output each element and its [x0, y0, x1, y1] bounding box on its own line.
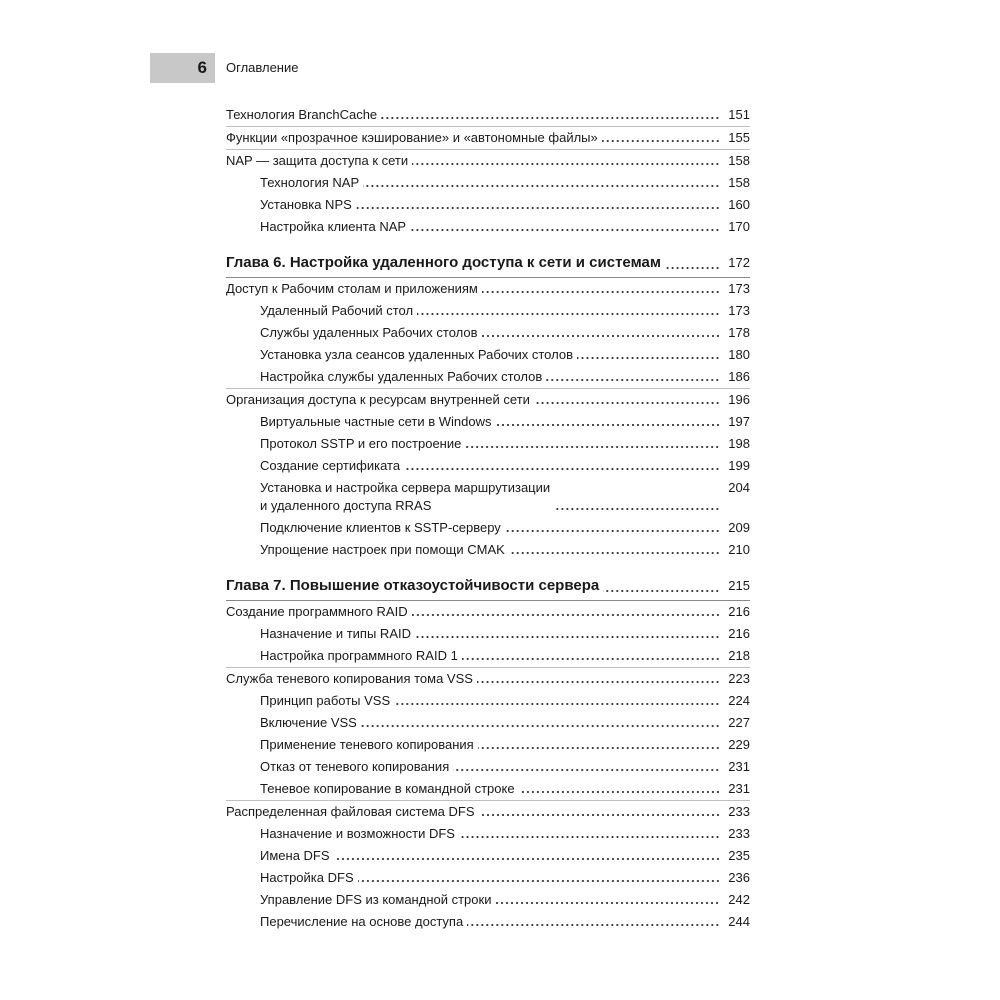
- toc-chapter-6[interactable]: [226, 250, 750, 276]
- toc-entry-title: Распределенная файловая система DFS: [226, 804, 475, 819]
- toc-entry[interactable]: [226, 194, 750, 216]
- toc-entry[interactable]: [226, 411, 750, 433]
- toc-entry-page: 229: [728, 737, 750, 752]
- dot-leader: [363, 183, 720, 189]
- dot-leader: [410, 227, 720, 233]
- page-header: [150, 53, 750, 83]
- toc-entry[interactable]: [226, 823, 750, 845]
- toc-entry-title: Протокол SSTP и его построение: [260, 436, 462, 451]
- toc-entry-page: 180: [728, 347, 750, 362]
- toc-entry[interactable]: [226, 734, 750, 756]
- toc-entry[interactable]: [226, 517, 750, 539]
- dot-leader: [412, 612, 720, 618]
- toc-entry[interactable]: [226, 322, 750, 344]
- toc-entry[interactable]: [226, 668, 750, 690]
- toc-entry-page: 196: [728, 392, 750, 407]
- toc-entry-page: 199: [728, 458, 750, 473]
- toc-entry-title: Перечисление на основе доступа: [260, 914, 464, 929]
- toc-entry-page: 160: [728, 197, 750, 212]
- toc-entry-title: Удаленный Рабочий стол: [260, 303, 414, 318]
- toc-entry-page: 197: [728, 414, 750, 429]
- dot-leader: [462, 656, 720, 662]
- toc-entry[interactable]: [226, 389, 750, 411]
- dot-leader: [381, 115, 720, 121]
- dot-leader: [358, 878, 720, 884]
- toc-entry[interactable]: [226, 539, 750, 561]
- toc-entry-page: 236: [728, 870, 750, 885]
- toc-entry-title: Включение VSS: [260, 715, 357, 730]
- dot-leader: [412, 161, 720, 167]
- dot-leader: [509, 550, 720, 556]
- toc-entry[interactable]: [226, 172, 750, 194]
- toc-entry-page: 227: [728, 715, 750, 730]
- toc-entry[interactable]: [226, 477, 750, 517]
- toc-entry[interactable]: [226, 300, 750, 322]
- dot-leader: [479, 812, 721, 818]
- dot-leader: [478, 745, 720, 751]
- toc-entry-title: Управление DFS из командной строки: [260, 892, 492, 907]
- toc-entry[interactable]: [226, 344, 750, 366]
- toc-entry[interactable]: [226, 889, 750, 911]
- toc-entry-page: 178: [728, 325, 750, 340]
- dot-leader: [554, 506, 720, 512]
- toc-entry-page: 210: [728, 542, 750, 557]
- toc-entry[interactable]: [226, 104, 750, 126]
- toc-entry[interactable]: [226, 911, 750, 933]
- dot-leader: [404, 466, 720, 472]
- dot-leader: [465, 444, 720, 450]
- toc-entry-page: 218: [728, 648, 750, 663]
- toc-entry-title: Виртуальные частные сети в Windows: [260, 414, 492, 429]
- toc-entry-title: Установка узла сеансов удаленных Рабочих столов: [260, 347, 573, 362]
- toc-entry-title: Подключение клиентов к SSTP-серверу: [260, 520, 501, 535]
- dot-leader: [361, 723, 720, 729]
- toc-entry-title: Настройка DFS: [260, 870, 354, 885]
- toc-entry-title: Технология BranchCache: [226, 107, 378, 122]
- toc-entry-title: [260, 479, 550, 515]
- toc-entry-page: 170: [728, 219, 750, 234]
- dot-leader: [356, 205, 720, 211]
- dot-leader: [467, 922, 720, 928]
- toc-entry-title: Установка NPS: [260, 197, 352, 212]
- chapter-page: 172: [728, 255, 750, 270]
- dot-leader: [334, 856, 720, 862]
- toc-entry-page: 158: [728, 153, 750, 168]
- toc-entry-title: NAP — защита доступа к сети: [226, 153, 409, 168]
- chapter-title: Глава 7. Повышение отказоустойчивости сервера: [226, 577, 600, 594]
- toc-entry[interactable]: [226, 150, 750, 172]
- toc-entry-page: 216: [728, 604, 750, 619]
- toc-entry[interactable]: [226, 601, 750, 623]
- toc-entry-title: Технология NAP: [260, 175, 360, 190]
- dot-leader: [496, 422, 721, 428]
- toc-entry[interactable]: [226, 645, 750, 667]
- toc-entry[interactable]: [226, 801, 750, 823]
- running-head-title: Оглавление: [226, 60, 299, 75]
- dot-leader: [665, 265, 720, 271]
- dot-leader: [534, 400, 720, 406]
- toc-entry-title: Назначение и типы RAID: [260, 626, 411, 641]
- dot-leader: [459, 834, 720, 840]
- dot-leader: [546, 377, 720, 383]
- toc-entry-title: Настройка программного RAID 1: [260, 648, 458, 663]
- toc-entry-page: 231: [728, 781, 750, 796]
- toc-entry-title: Назначение и возможности DFS: [260, 826, 455, 841]
- dot-leader: [453, 767, 720, 773]
- toc-entry-title: Применение теневого копирования: [260, 737, 474, 752]
- dot-leader: [602, 138, 720, 144]
- toc-entry-title: Имена DFS: [260, 848, 330, 863]
- dot-leader: [482, 289, 720, 295]
- toc-entry-page: 224: [728, 693, 750, 708]
- dot-leader: [577, 355, 720, 361]
- toc-entry-title: Службы удаленных Рабочих столов: [260, 325, 478, 340]
- toc-entry-title: Настройка службы удаленных Рабочих столов: [260, 369, 543, 384]
- dot-leader: [505, 528, 720, 534]
- toc-entry[interactable]: [226, 433, 750, 455]
- toc-entry-title: Теневое копирование в командной строке: [260, 781, 515, 796]
- page-number: 6: [150, 53, 215, 83]
- toc-entry-page: 209: [728, 520, 750, 535]
- dot-leader: [482, 333, 720, 339]
- toc-entry[interactable]: [226, 867, 750, 889]
- toc-entry-title: Доступ к Рабочим столам и приложениям: [226, 281, 478, 296]
- toc-entry-page: 151: [728, 107, 750, 122]
- toc-entry[interactable]: [226, 278, 750, 300]
- toc-entry-page: 198: [728, 436, 750, 451]
- spacer: [226, 238, 750, 250]
- toc-entry-page: 231: [728, 759, 750, 774]
- toc-entry-title: Настройка клиента NAP: [260, 219, 407, 234]
- toc-entry[interactable]: [226, 690, 750, 712]
- dot-leader: [417, 311, 720, 317]
- toc-entry[interactable]: [226, 366, 750, 388]
- toc-entry-page: 242: [728, 892, 750, 907]
- toc-entry[interactable]: [226, 778, 750, 800]
- dot-leader: [495, 900, 720, 906]
- toc-entry-title-line-1: Установка и настройка сервера маршрутизации: [260, 480, 551, 495]
- toc-entry[interactable]: [226, 216, 750, 238]
- toc-entry-title: Создание программного RAID: [226, 604, 408, 619]
- toc-entry-title: Организация доступа к ресурсам внутренней сети: [226, 392, 530, 407]
- dot-leader: [603, 588, 720, 594]
- toc-entry-title: Упрощение настроек при помощи CMAK: [260, 542, 505, 557]
- toc-entry-page: 235: [728, 848, 750, 863]
- toc-chapter-7[interactable]: [226, 573, 750, 599]
- toc-entry-page: 155: [728, 130, 750, 145]
- dot-leader: [519, 789, 720, 795]
- toc-entry-page: 173: [728, 303, 750, 318]
- toc-entry-page: 233: [728, 826, 750, 841]
- dot-leader: [477, 679, 720, 685]
- dot-leader: [415, 634, 720, 640]
- toc-entry-title: Функции «прозрачное кэширование» и «автономные файлы»: [226, 130, 598, 145]
- toc-entry[interactable]: [226, 623, 750, 645]
- toc-entry-page: 223: [728, 671, 750, 686]
- dot-leader: [394, 701, 720, 707]
- toc-entry-page: 204: [728, 480, 750, 495]
- chapter-title: Глава 6. Настройка удаленного доступа к сети и системам: [226, 254, 661, 271]
- toc-entry-page: 233: [728, 804, 750, 819]
- toc-entry-page: 216: [728, 626, 750, 641]
- toc-entry-page: 173: [728, 281, 750, 296]
- toc-entry[interactable]: [226, 845, 750, 867]
- toc-entry-title-line-2: и удаленного доступа RRAS: [260, 498, 432, 513]
- toc-entry-title: Служба теневого копирования тома VSS: [226, 671, 473, 686]
- toc-entry-page: 158: [728, 175, 750, 190]
- spacer: [226, 561, 750, 573]
- chapter-page: 215: [728, 578, 750, 593]
- toc-entry[interactable]: [226, 712, 750, 734]
- table-of-contents: [226, 104, 750, 933]
- toc-entry-page: 244: [728, 914, 750, 929]
- toc-entry-title: Создание сертификата: [260, 458, 401, 473]
- toc-entry-page: 186: [728, 369, 750, 384]
- toc-entry[interactable]: [226, 455, 750, 477]
- toc-entry[interactable]: [226, 756, 750, 778]
- toc-entry-title: Принцип работы VSS: [260, 693, 391, 708]
- toc-entry[interactable]: [226, 127, 750, 149]
- toc-entry-title: Отказ от теневого копирования: [260, 759, 450, 774]
